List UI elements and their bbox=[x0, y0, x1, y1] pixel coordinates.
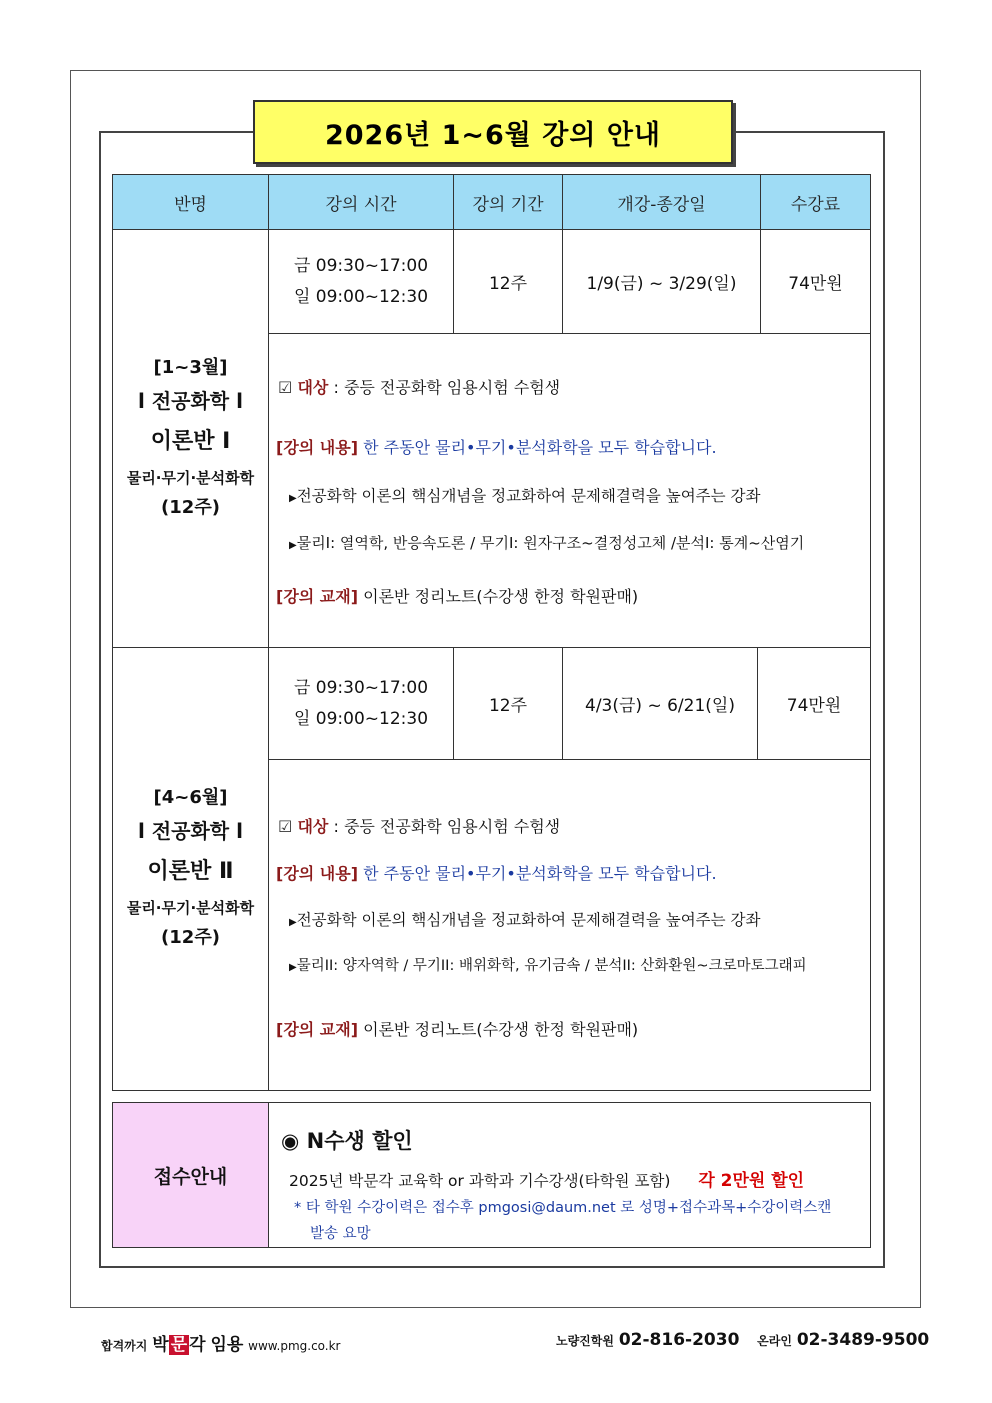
course-areas: 물리·무기·분석화학 bbox=[126, 468, 255, 487]
note-line: * 타 학원 수강이력은 접수후 pmgosi@daum.net 로 성명+접수과목+수강이력스캔 bbox=[294, 1200, 832, 1216]
campus-phone: 02-816-2030 bbox=[618, 1330, 740, 1350]
book-line bbox=[276, 584, 638, 607]
discount-text: 2025년 박문각 교육학 or 과학과 기수강생(타학원 포함) bbox=[289, 1172, 671, 1190]
bullet-text: 전공화학 이론의 핵심개념을 정교화하여 문제해결력을 높여주는 강좌 bbox=[296, 911, 761, 929]
target-line bbox=[278, 814, 560, 837]
lecture-dates: 1/9(금) ~ 3/29(일) bbox=[562, 229, 761, 334]
discount-line bbox=[289, 1166, 804, 1191]
lecture-time-line: 금 09:30~17:00 bbox=[293, 255, 429, 276]
footer-brand bbox=[101, 1330, 341, 1355]
course-title: 이론반 Ⅰ bbox=[150, 428, 231, 454]
bullet-icon: ▶ bbox=[289, 540, 297, 551]
content-text: 한 주동안 물리•무기•분석화학을 모두 학습합니다. bbox=[363, 864, 717, 883]
content-text: 한 주동안 물리•무기•분석화학을 모두 학습합니다. bbox=[363, 438, 717, 457]
note-line: 발송 요망 bbox=[310, 1226, 371, 1242]
target-label: 대상 bbox=[297, 817, 329, 836]
lecture-time-line: 일 09:00~12:30 bbox=[293, 708, 429, 729]
discount-amount: 각 2만원 할인 bbox=[698, 1171, 805, 1191]
course-title: 이론반 Ⅱ bbox=[147, 859, 234, 884]
target-label: 대상 bbox=[297, 378, 329, 397]
target-text: 중등 전공화학 임용시험 수험생 bbox=[343, 378, 561, 397]
brand-logo: 박 문 각 bbox=[152, 1335, 206, 1355]
bullet-icon: ▶ bbox=[289, 493, 297, 504]
header-start-end-date: 개강-종강일 bbox=[562, 174, 761, 230]
course-weeks: (12주) bbox=[161, 927, 220, 948]
book-label: [강의 교재] bbox=[276, 1020, 359, 1039]
lecture-fee: 74만원 bbox=[757, 647, 871, 760]
content-label: [강의 내용] bbox=[276, 864, 359, 883]
header-lecture-period: 강의 기간 bbox=[453, 174, 563, 230]
lecture-time-line: 일 09:00~12:30 bbox=[293, 286, 429, 307]
lecture-time-cell bbox=[268, 229, 454, 334]
book-label: [강의 교재] bbox=[276, 587, 359, 606]
book-line bbox=[276, 1017, 638, 1040]
content-label: [강의 내용] bbox=[276, 438, 359, 457]
course-term: [4~6월] bbox=[153, 787, 228, 808]
course-name-cell bbox=[112, 647, 269, 1091]
page-title: 2026년 1~6월 강의 안내 bbox=[253, 100, 733, 164]
bullet-item bbox=[289, 908, 760, 930]
target-line bbox=[278, 375, 560, 398]
header-class-name: 반명 bbox=[112, 174, 269, 230]
footer-slogan: 합격까지 bbox=[101, 1339, 148, 1353]
online-label: 온라인 bbox=[757, 1334, 792, 1348]
bullet-icon: ▶ bbox=[289, 962, 297, 973]
target-colon: : bbox=[333, 378, 339, 397]
lecture-dates: 4/3(금) ~ 6/21(일) bbox=[562, 647, 758, 760]
bullet-text: 전공화학 이론의 핵심개념을 정교화하여 문제해결력을 높여주는 강좌 bbox=[296, 487, 761, 505]
online-phone: 02-3489-9500 bbox=[796, 1330, 930, 1350]
bullet-item bbox=[289, 484, 760, 506]
target-colon: : bbox=[333, 817, 339, 836]
registration-label: 접수안내 bbox=[112, 1102, 269, 1248]
lecture-duration: 12주 bbox=[453, 229, 563, 334]
book-text: 이론반 정리노트(수강생 한정 학원판매) bbox=[363, 587, 639, 606]
bullet-item bbox=[289, 532, 804, 553]
lecture-time-cell bbox=[268, 647, 454, 760]
bullet-item bbox=[289, 954, 807, 975]
course-areas: 물리·무기·분석화학 bbox=[126, 899, 255, 917]
checkbox-icon: ☑ bbox=[278, 817, 293, 836]
brand-suffix: 임용 bbox=[210, 1335, 244, 1355]
bullet-icon: ▶ bbox=[289, 917, 297, 928]
course-weeks: (12주) bbox=[161, 496, 220, 518]
footer-website[interactable]: www.pmg.co.kr bbox=[248, 1339, 341, 1353]
checkbox-icon: ☑ bbox=[278, 378, 293, 397]
radio-selected-icon: ◉ bbox=[281, 1129, 300, 1153]
header-fee: 수강료 bbox=[760, 174, 871, 230]
discount-heading-line bbox=[281, 1125, 413, 1155]
lecture-time-line: 금 09:30~17:00 bbox=[293, 677, 429, 698]
course-subject: l 전공화학 l bbox=[138, 388, 243, 413]
discount-heading: N수생 할인 bbox=[306, 1129, 413, 1153]
course-term: [1~3월] bbox=[153, 356, 228, 378]
footer-contacts bbox=[556, 1330, 929, 1350]
bullet-text: 물리I: 열역학, 반응속도론 / 무기I: 원자구조~결정성고체 /분석I: 통계~산염기 bbox=[296, 534, 805, 552]
lecture-fee: 74만원 bbox=[760, 229, 871, 334]
content-line bbox=[276, 861, 717, 884]
course-name-cell bbox=[112, 229, 269, 648]
book-text: 이론반 정리노트(수강생 한정 학원판매) bbox=[363, 1020, 639, 1039]
course-subject: l 전공화학 l bbox=[138, 819, 243, 843]
header-lecture-time: 강의 시간 bbox=[268, 174, 454, 230]
lecture-duration: 12주 bbox=[453, 647, 563, 760]
campus-label: 노량진학원 bbox=[556, 1334, 614, 1348]
content-line bbox=[276, 435, 717, 458]
bullet-text: 물리II: 양자역학 / 무기II: 배위화학, 유기금속 / 분석II: 산화환원~크로마토그래피 bbox=[296, 958, 807, 974]
target-text: 중등 전공화학 임용시험 수험생 bbox=[343, 817, 561, 836]
